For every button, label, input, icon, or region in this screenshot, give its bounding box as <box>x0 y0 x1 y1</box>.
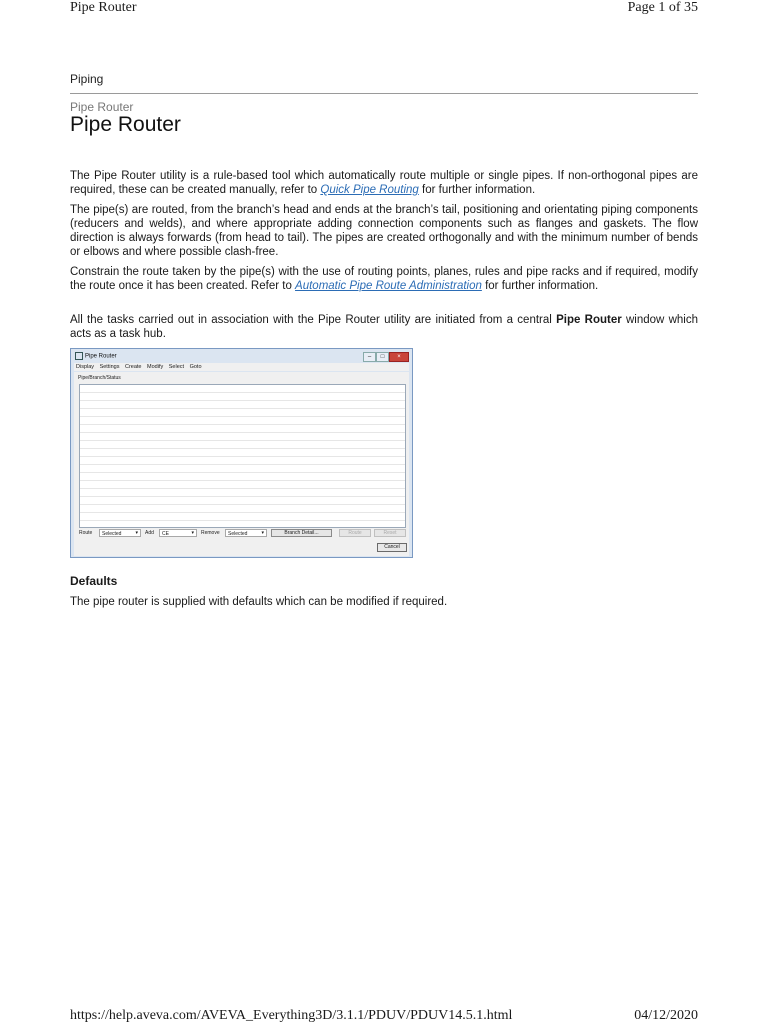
app-icon <box>75 352 83 360</box>
pipe-list <box>79 384 406 528</box>
remove-label: Remove <box>201 530 220 536</box>
paragraph-task-hub-tail: window which acts as a task hub. <box>70 314 698 340</box>
add-label: Add <box>145 530 154 536</box>
automatic-pipe-route-admin-link[interactable]: Automatic Pipe Route Administration <box>295 280 482 292</box>
paragraph-task-hub-text: All the tasks carried out in association with the Pipe Router utility are initiated from a central <box>70 314 557 326</box>
menu-display: Display <box>76 364 95 370</box>
paragraph-intro-tail: for further information. <box>418 184 536 196</box>
paragraph-task-hub <box>70 313 698 341</box>
menu-modify: Modify <box>147 364 164 370</box>
header-title: Pipe Router <box>70 0 137 15</box>
pipe-router-bold: Pipe Router <box>556 314 622 326</box>
window-title: Pipe Router <box>85 353 117 360</box>
breadcrumb-subsection: Pipe Router <box>70 100 134 114</box>
quick-pipe-routing-link[interactable]: Quick Pipe Routing <box>320 184 419 196</box>
footer-url: https://help.aveva.com/AVEVA_Everything3D/3.1.1/PDUV/PDUV14.5.1.html <box>70 1008 513 1023</box>
paragraph-intro <box>70 169 698 197</box>
reset-button: Reset <box>374 529 406 537</box>
window-controls-row <box>79 529 404 538</box>
menu-select: Select <box>168 364 185 370</box>
page-title: Pipe Router <box>70 113 181 136</box>
add-select: CE ▾ <box>159 529 197 537</box>
pipe-router-window-screenshot <box>70 348 413 558</box>
defaults-text: The pipe router is supplied with defaults which can be modified if required. <box>70 596 448 608</box>
menu-settings: Settings <box>99 364 120 370</box>
window-body <box>74 372 409 556</box>
maximize-icon: □ <box>376 352 389 362</box>
minimize-icon: – <box>363 352 376 362</box>
paragraph-constrain-tail: for further information. <box>481 280 599 292</box>
route-select: Selected ▾ <box>99 529 141 537</box>
footer-date: 04/12/2020 <box>634 1008 698 1023</box>
paragraph-constrain-text: Constrain the route taken by the pipe(s) with the use of routing points, planes, rules and pipe racks and if required, modify the route once it has been created. Refer to <box>70 266 698 292</box>
route-label: Route <box>79 530 93 536</box>
remove-select: Selected ▾ <box>225 529 267 537</box>
branch-detail-button: Branch Detail... <box>271 529 332 537</box>
window-menubar <box>74 363 409 371</box>
window-title-bar <box>75 352 117 360</box>
route-button: Route <box>339 529 371 537</box>
cancel-button: Cancel <box>377 543 407 552</box>
close-icon: × <box>389 352 409 362</box>
menu-create: Create <box>124 364 142 370</box>
breadcrumb-section[interactable]: Piping <box>70 72 104 86</box>
paragraph-routing: The pipe(s) are routed, from the branch’s head and ends at the branch’s tail, positioning and orientating piping components (reducers and welds), and where appropriate adding connection components such as flanges and gaskets. The flow direction is always forwards (from head to tail). The pipes are created orthogonally and with the minimum number of bends or elbows and where possible clash-free. <box>70 204 698 258</box>
defaults-heading: Defaults <box>70 574 118 588</box>
paragraph-intro-text: The Pipe Router utility is a rule-based tool which automatically route multiple or single pipes. If non-orthogonal pipes are required, these can be created manually, refer to <box>70 170 698 196</box>
divider <box>70 93 698 94</box>
list-header: Pipe/Branch/Status <box>78 375 121 381</box>
menu-goto: Goto <box>189 364 202 370</box>
page-number: Page 1 of 35 <box>627 0 698 15</box>
paragraph-constrain <box>70 265 698 293</box>
